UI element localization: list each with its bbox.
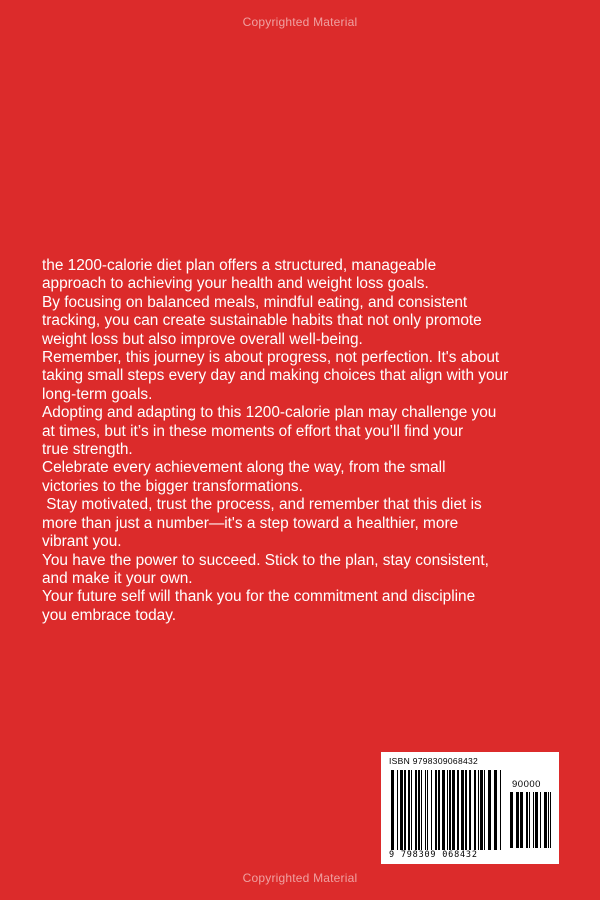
isbn-digits: 9 798309 068432 — [389, 850, 478, 860]
barcode-bar — [442, 770, 445, 850]
barcode-bar — [411, 770, 412, 850]
paragraph: By focusing on balanced meals, mindful eating, and consistent tracking, you can create sustainable habits that not only promote weight loss but also improve overall well-being. — [42, 293, 482, 348]
barcode-bar — [494, 770, 497, 850]
copyright-watermark-bottom: Copyrighted Material — [242, 871, 358, 885]
barcode-bar — [465, 770, 467, 850]
price-code: 90000 — [512, 779, 541, 790]
barcode-bar — [544, 792, 547, 848]
barcode-bar — [516, 792, 519, 848]
barcode-bar — [408, 770, 410, 850]
barcode-bar — [469, 770, 471, 850]
barcode-bar — [452, 770, 455, 850]
barcode-bar — [510, 792, 513, 848]
paragraph: the 1200-calorie diet plan offers a structured, manageable approach to achieving your health and weight loss goals. — [42, 257, 437, 293]
barcode-bar — [415, 770, 417, 850]
barcode-bar — [480, 770, 483, 850]
barcode-bar — [474, 770, 476, 850]
barcode-bar — [488, 770, 491, 850]
barcode-bar — [520, 792, 523, 848]
copyright-watermark-top: Copyrighted Material — [242, 15, 358, 29]
barcode-bar — [457, 770, 459, 850]
barcode-bar — [500, 770, 501, 850]
barcode-bar — [478, 770, 479, 850]
barcode-bar — [526, 792, 528, 848]
barcode-bar — [438, 770, 440, 850]
paragraph: Adopting and adapting to this 1200-calorie plan may challenge you at times, but it’s in these moments of effort that you’ll find your true strength. — [42, 404, 497, 459]
barcode-bar — [391, 770, 394, 850]
barcode-bar — [435, 770, 437, 850]
barcode-bar — [425, 770, 426, 850]
isbn-barcode — [381, 752, 559, 864]
paragraph: Your future self will thank you for the commitment and discipline you embrace today. — [42, 588, 476, 624]
paragraph: You have the power to succeed. Stick to the plan, stay consistent, and make it your own. — [42, 551, 489, 587]
barcode-bar — [533, 792, 534, 848]
barcode-bar — [421, 770, 422, 850]
barcode-bar — [418, 770, 420, 850]
barcode-bar — [400, 770, 403, 850]
barcode-bar — [535, 792, 538, 848]
barcode-bar — [397, 770, 398, 850]
barcode-bar — [550, 792, 551, 848]
barcode-bar — [449, 770, 451, 850]
paragraph: Stay motivated, trust the process, and remember that this diet is more than just a number—it's a step toward a healthier, more vibrant you. — [42, 496, 482, 551]
barcode-bars — [381, 752, 559, 864]
isbn-label: ISBN 9798309068432 — [389, 756, 479, 766]
barcode-bar — [404, 770, 406, 850]
barcode-bar — [540, 792, 541, 848]
barcode-bar — [548, 792, 549, 848]
paragraph: Celebrate every achievement along the way, from the small victories to the bigger transformations. — [42, 459, 446, 495]
barcode-bar — [427, 770, 428, 850]
back-cover-text — [42, 257, 562, 625]
barcode-bar — [484, 770, 485, 850]
barcode-bar — [447, 770, 448, 850]
paragraph: Remember, this journey is about progress, not perfection. It's about taking small steps every day and making choices that align with your long-term goals. — [42, 349, 509, 403]
barcode-bar — [461, 770, 464, 850]
barcode-bar — [431, 770, 432, 850]
barcode-bar — [529, 792, 530, 848]
